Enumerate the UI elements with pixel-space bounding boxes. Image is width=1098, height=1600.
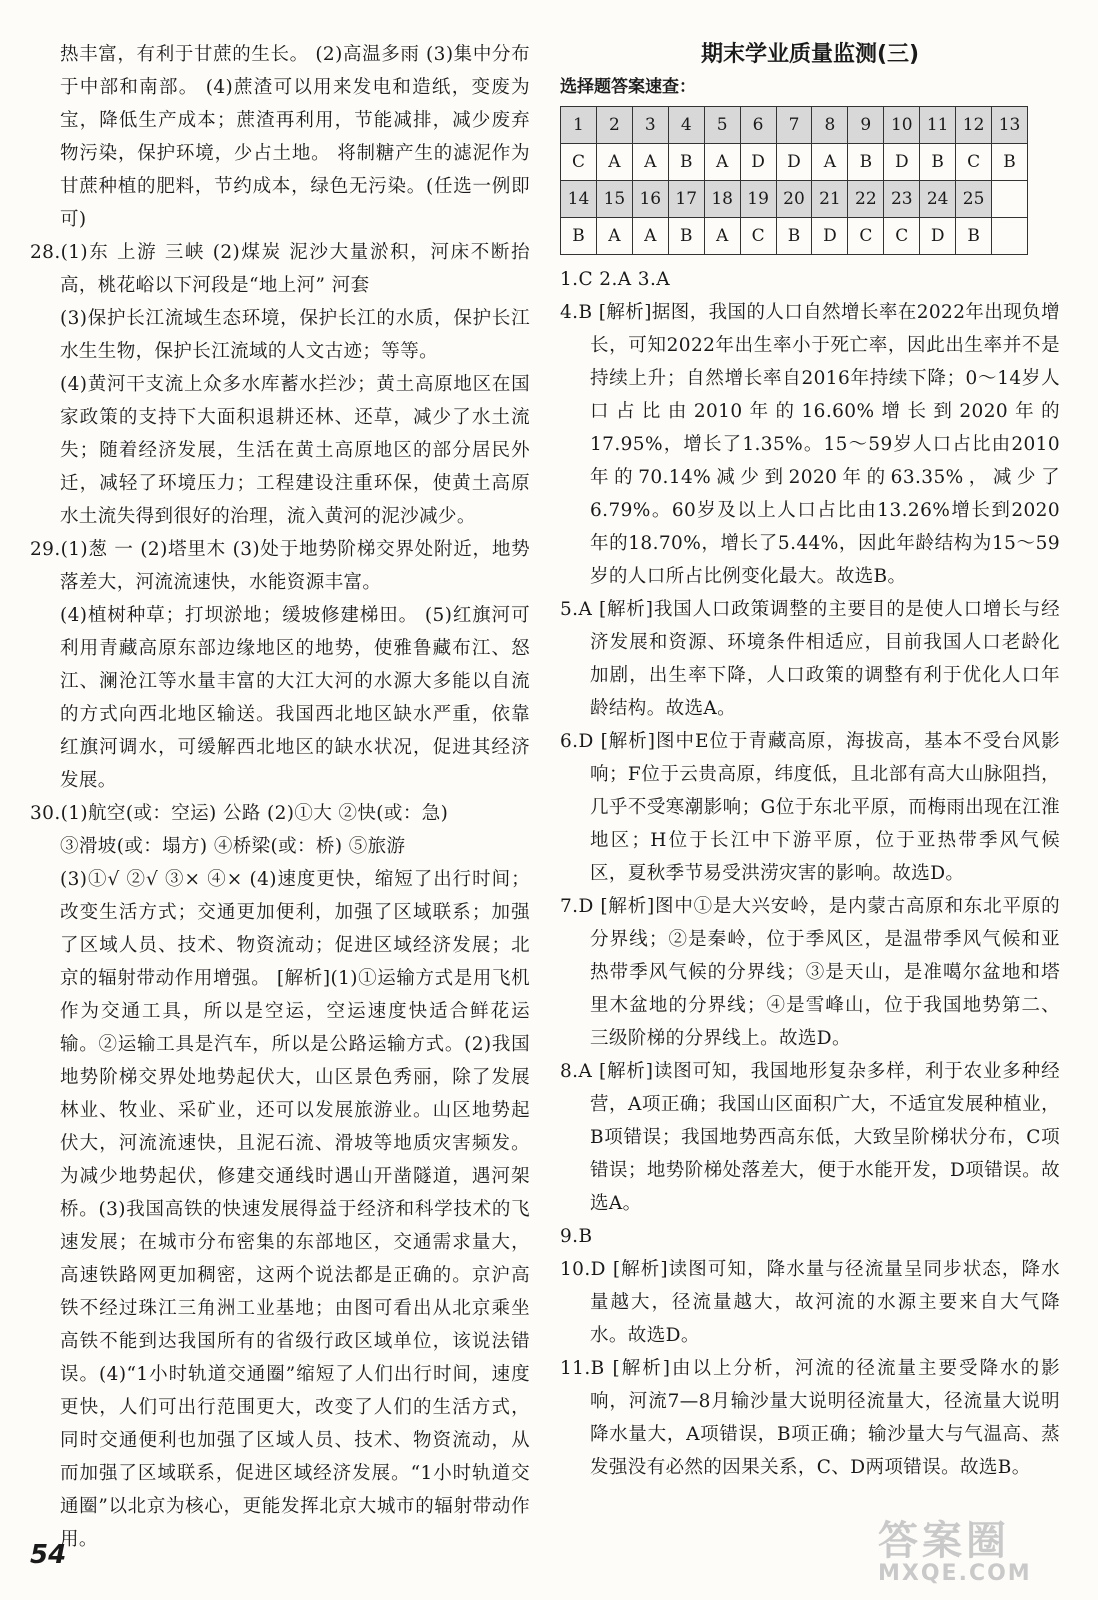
question-number: 23	[884, 181, 920, 218]
question-number: 20	[776, 181, 812, 218]
right-paragraph: 10.D [解析]读图可知，降水量与径流量呈同步状态，降水量越大，径流量越大，故河流的水源主要来自大气降水。故选D。	[560, 1259, 1060, 1346]
right-paragraph: 11.B [解析]由以上分析，河流的径流量主要受降水的影响，河流7—8月输沙量大说明径流量大，径流量大说明降水量大，A项错误，B项正确；输沙量大与气温高、蒸发强没有必然的因果关系，C、D两项错误。故选B。	[560, 1358, 1060, 1478]
right-paragraph: 9.B	[560, 1226, 593, 1247]
left-paragraph: 30.(1)航空(或：空运) 公路 (2)①大 ②快(或：急)	[30, 803, 449, 824]
answer-letter: B	[668, 218, 704, 255]
answer-letter: B	[992, 144, 1028, 181]
answer-letter: B	[848, 144, 884, 181]
question-number: 25	[956, 181, 992, 218]
answer-table-row	[561, 218, 1028, 255]
right-paragraph: 8.A [解析]读图可知，我国地形复杂多样，利于农业多种经营，A项正确；我国山区面积广大，不适宜发展种植业，B项错误；我国地势西高东低，大致呈阶梯状分布，C项错误；地势阶梯处落差大，便于水能开发，D项错误。故选A。	[560, 1061, 1060, 1214]
answer-letter: D	[776, 144, 812, 181]
right-paragraph: 4.B [解析]据图，我国的人口自然增长率在2022年出现负增长，可知2022年出生率小于死亡率，因此出生率并不是持续上升；自然增长率自2016年持续下降；0～14岁人口占比由2010年的16.60%增长到2020年的17.95%，增长了1.35%。15～59岁人口占比由2010年的70.14%减少到2020年的63.35%，减少了6.79%。60岁及以上人口占比由13.26%增长到2020年的18.70%，增长了5.44%，因此年龄结构为15～59岁的人口所占比例变化最大。故选B。	[560, 302, 1060, 587]
answer-letter: C	[848, 218, 884, 255]
question-number: 22	[848, 181, 884, 218]
right-column	[560, 38, 1060, 1484]
answer-letter: A	[704, 144, 740, 181]
answer-letter: C	[740, 218, 776, 255]
left-paragraph: (3)①√ ②√ ③× ④× (4)速度更快，缩短了出行时间；改变生活方式；交通更加便利，加强了区域联系；加强了区域人员、技术、物资流动；促进区域经济发展；北京的辐射带动作用增强。 [解析](1)①运输方式是用飞机作为交通工具，所以是空运，空运速度快适合鲜花运输。②运输工具是汽车，所以是公路运输方式。(2)我国地势阶梯交界处地势起伏大，山区景色秀丽，除了发展林业、牧业、采矿业，还可以发展旅游业。山区地势起伏大，河流流速快，且泥石流、滑坡等地质灾害频发。为减少地势起伏，修建交通线时遇山开凿隧道，遇河架桥。(3)我国高铁的快速发展得益于经济和科学技术的飞速发展；在城市分布密集的东部地区，交通需求量大，高速铁路网更加稠密，这两个说法都是正确的。京沪高铁不经过珠江三角洲工业基地；由图可看出从北京乘坐高铁不能到达我国所有的省级行政区域单位，该说法错误。(4)“1小时轨道交通圈”缩短了人们出行时间，速度更快，人们可出行范围更大，改变了人们的生活方式，同时交通便利也加强了区域人员、技术、物资流动，从而加强了区域联系，促进区域经济发展。“1小时轨道交通圈”以北京为核心，更能发挥北京大城市的辐射带动作用。	[60, 869, 530, 1550]
question-number: 7	[776, 107, 812, 144]
section-title: 期末学业质量监测(三)	[700, 42, 920, 67]
answer-letter: A	[704, 218, 740, 255]
question-number: 15	[596, 181, 632, 218]
answer-letter: A	[812, 144, 848, 181]
answer-letter: C	[884, 218, 920, 255]
question-number: 6	[740, 107, 776, 144]
question-number: 9	[848, 107, 884, 144]
question-number: 17	[668, 181, 704, 218]
answer-letter: B	[920, 144, 956, 181]
left-paragraph: (3)保护长江流域生态环境，保护长江的水质，保护长江水生生物，保护长江流域的人文古迹；等等。	[60, 308, 530, 362]
left-paragraph: (4)黄河干支流上众多水库蓄水拦沙；黄土高原地区在国家政策的支持下大面积退耕还林、还草，减少了水土流失；随着经济发展，生活在黄土高原地区的部分居民外迁，减轻了环境压力；工程建设注重环保，使黄土高原水土流失得到很好的治理，流入黄河的泥沙减少。	[60, 374, 530, 527]
question-number: 3	[632, 107, 668, 144]
answer-table-row	[561, 181, 1028, 218]
answer-letter: B	[956, 218, 992, 255]
watermark-text: 答案圈	[878, 1518, 1010, 1564]
left-paragraph: 28.(1)东 上游 三峡 (2)煤炭 泥沙大量淤积，河床不断抬高，桃花峪以下河段是“地上河” 河套	[30, 242, 530, 296]
right-paragraph: 1.C 2.A 3.A	[560, 269, 670, 290]
answer-letter: B	[561, 218, 597, 255]
question-number: 13	[992, 107, 1028, 144]
question-number: 2	[596, 107, 632, 144]
answer-table-row	[561, 107, 1028, 144]
right-paragraph: 6.D [解析]图中E位于青藏高原，海拔高，基本不受台风影响；F位于云贵高原，纬度低，且北部有高大山脉阻挡，几乎不受寒潮影响；G位于东北平原，而梅雨出现在江淮地区；H位于长江中下游平原，位于亚热带季风气候区，夏秋季节易受洪涝灾害的影响。故选D。	[560, 731, 1060, 884]
answer-letter: B	[776, 218, 812, 255]
right-paragraph: 7.D [解析]图中①是大兴安岭，是内蒙古高原和东北平原的分界线；②是秦岭，位于季风区，是温带季风气候和亚热带季风气候的分界线；③是天山，是准噶尔盆地和塔里木盆地的分界线；④是雪峰山，位于我国地势第二、三级阶梯的分界线上。故选D。	[560, 896, 1060, 1049]
answer-table-row	[561, 144, 1028, 181]
answer-letter: D	[920, 218, 956, 255]
answer-letter: C	[956, 144, 992, 181]
answer-letter: D	[884, 144, 920, 181]
question-number: 4	[668, 107, 704, 144]
answer-letter: B	[668, 144, 704, 181]
question-number: 12	[956, 107, 992, 144]
question-number: 5	[704, 107, 740, 144]
answer-letter: A	[632, 144, 668, 181]
question-number: 11	[920, 107, 956, 144]
left-paragraph: 29.(1)葱 一 (2)塔里木 (3)处于地势阶梯交界处附近，地势落差大，河流流速快，水能资源丰富。	[30, 539, 530, 593]
question-number: 24	[920, 181, 956, 218]
empty-cell	[992, 218, 1028, 255]
question-number: 14	[561, 181, 597, 218]
watermark-url: MXQE.COM	[878, 1561, 1032, 1586]
watermark-logo	[878, 1520, 1078, 1590]
left-paragraph: 热丰富，有利于甘蔗的生长。 (2)高温多雨 (3)集中分布于中部和南部。 (4)蔗渣可以用来发电和造纸，变废为宝，降低生产成本；蔗渣再利用，节能减排，减少废弃物污染，保护环境，少占土地。 将制糖产生的滤泥作为甘蔗种植的肥料，节约成本，绿色无污染。(任选一例即可)	[60, 44, 530, 230]
question-number: 16	[632, 181, 668, 218]
question-number: 19	[740, 181, 776, 218]
question-number: 8	[812, 107, 848, 144]
page-number: 54	[30, 1540, 67, 1570]
right-paragraph: 5.A [解析]我国人口政策调整的主要目的是使人口增长与经济发展和资源、环境条件相适应，目前我国人口老龄化加剧，出生率下降，人口政策的调整有利于优化人口年龄结构。故选A。	[560, 599, 1060, 719]
answer-letter: A	[596, 218, 632, 255]
answer-key-heading: 选择题答案速查：	[560, 77, 696, 97]
question-number: 18	[704, 181, 740, 218]
empty-cell	[992, 181, 1028, 218]
answer-letter: C	[561, 144, 597, 181]
answer-letter: A	[632, 218, 668, 255]
answer-letter: A	[596, 144, 632, 181]
answer-table	[560, 106, 1028, 255]
left-paragraph: (4)植树种草；打坝淤地；缓坡修建梯田。 (5)红旗河可利用青藏高原东部边缘地区的地势，使雅鲁藏布江、怒江、澜沧江等水量丰富的大江大河的水源大多能以自流的方式向西北地区输送。我国西北地区缺水严重，依靠红旗河调水，可缓解西北地区的缺水状况，促进其经济发展。	[60, 605, 530, 791]
question-number: 10	[884, 107, 920, 144]
left-paragraph: ③滑坡(或：塌方) ④桥梁(或：桥) ⑤旅游	[60, 836, 406, 857]
answer-letter: D	[740, 144, 776, 181]
question-number: 21	[812, 181, 848, 218]
left-column	[30, 38, 530, 1556]
question-number: 1	[561, 107, 597, 144]
answer-letter: D	[812, 218, 848, 255]
